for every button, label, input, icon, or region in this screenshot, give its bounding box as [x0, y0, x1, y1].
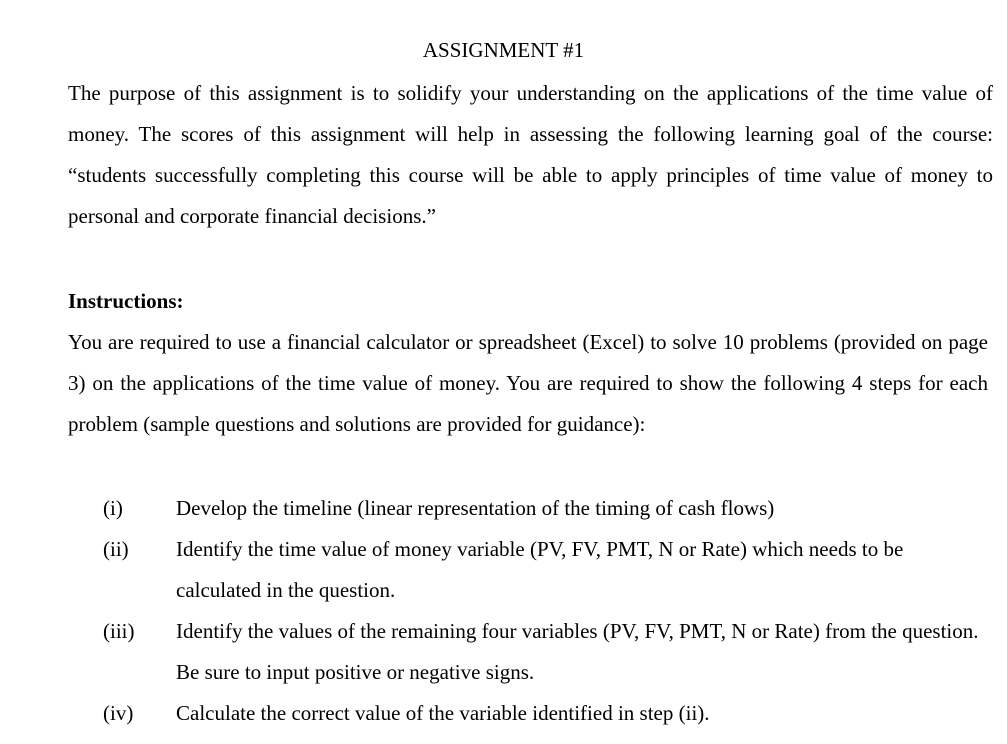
- step-number: (i): [103, 496, 123, 520]
- step-text: Identify the time value of money variable (PV, FV, PMT, N or Rate) which needs to be calculated in the question.: [176, 537, 904, 602]
- step-text: Identify the values of the remaining four variables (PV, FV, PMT, N or Rate) from the question. Be sure to input positive or negative signs.: [176, 619, 979, 684]
- step-number: (iii): [103, 619, 135, 643]
- step-text: Calculate the correct value of the variable identified in step (ii).: [176, 701, 710, 725]
- step-item: [0, 488, 1007, 529]
- step-item: [0, 693, 1007, 734]
- step-item: [0, 611, 1007, 693]
- instructions-heading: Instructions:: [68, 289, 184, 313]
- instructions-paragraph: You are required to use a financial calculator or spreadsheet (Excel) to solve 10 problems (provided on page 3) on the applications of the time value of money. You are required to show the following 4 steps for each problem (sample questions and solutions are provided for guidance):: [68, 330, 988, 436]
- step-text: Develop the timeline (linear representation of the timing of cash flows): [176, 496, 775, 520]
- steps-list: [0, 488, 1007, 734]
- step-number: (ii): [103, 537, 129, 561]
- step-item: [0, 529, 1007, 611]
- intro-paragraph: The purpose of this assignment is to solidify your understanding on the applications of the time value of money. The scores of this assignment will help in assessing the following learning goal of the course: “students successfully completing this course will be able to apply principles of time value of money to personal and corporate financial decisions.”: [68, 81, 993, 228]
- step-number: (iv): [103, 701, 134, 725]
- assignment-title: ASSIGNMENT #1: [422, 38, 585, 62]
